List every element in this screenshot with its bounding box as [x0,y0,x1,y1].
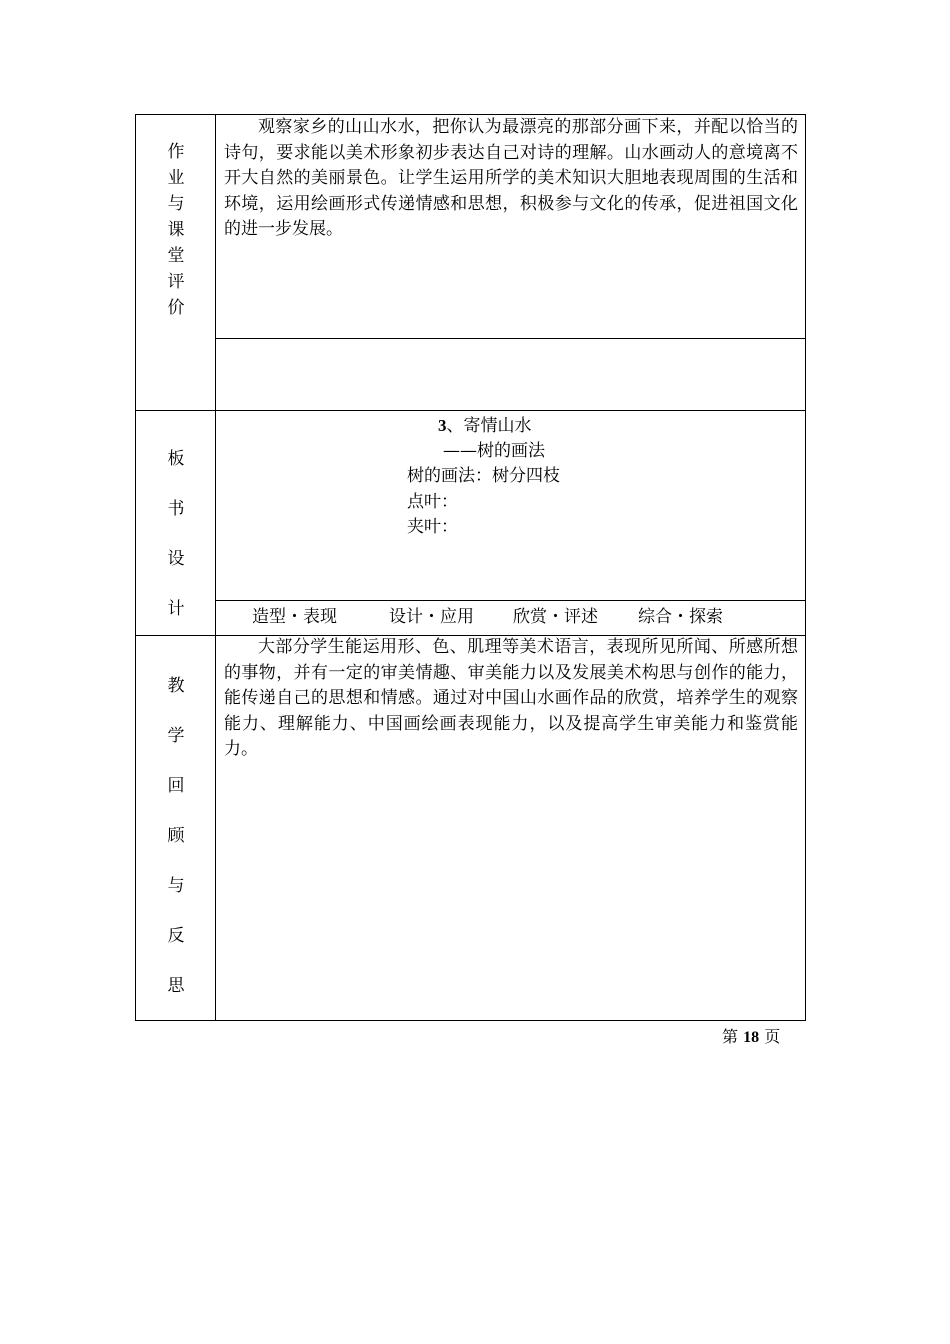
homework-label: 作 业 与 课 堂 评 价 [167,142,185,318]
board-line-dot-leaf: 点叶： [407,492,458,512]
board-category-divider [215,600,805,601]
homework-inner-divider [215,338,805,339]
category-design: 设计・应用 [389,607,474,627]
homework-text: 观察家乡的山山水水，把你认为最漂亮的那部分画下来，并配以恰当的诗句，要求能以美术形象初步表达自己对诗的理解。山水画动人的意境离不开大自然的美丽景色。让学生运用所学的美术知识大胆地表现周围的生活和环境，运用绘画形式传递情感和思想，积极参与文化的传承，促进祖国文化的进一步发展。 [224,117,798,239]
page-number-footer: 第 18 页 [722,1027,781,1046]
board-title: 3、寄情山水 [438,416,532,436]
board-line-tree-method: 树的画法：树分四枝 [407,466,560,486]
category-appreciation: 欣赏・评述 [513,607,598,627]
category-comprehensive: 综合・探索 [638,607,723,627]
page-number: 18 [743,1029,760,1046]
board-label: 板 书 设 计 [167,449,185,619]
review-label: 教 学 回 顾 与 反 思 [167,676,185,996]
category-modeling: 造型・表现 [252,607,337,627]
board-line-outline-leaf: 夹叶： [407,517,458,537]
review-text: 大部分学生能运用形、色、肌理等美术语言，表现所见所闻、所感所想的事物，并有一定的审美情趣、审美能力以及发展美术构思与创作的能力，能传递自己的思想和情感。通过对中国山水画作品的欣赏，培养学生的观察能力、理解能力、中国画绘画表现能力，以及提高学生审美能力和鉴赏能力。 [224,637,798,759]
board-subtitle: ——树的画法 [443,441,545,461]
lesson-table [135,114,806,1021]
